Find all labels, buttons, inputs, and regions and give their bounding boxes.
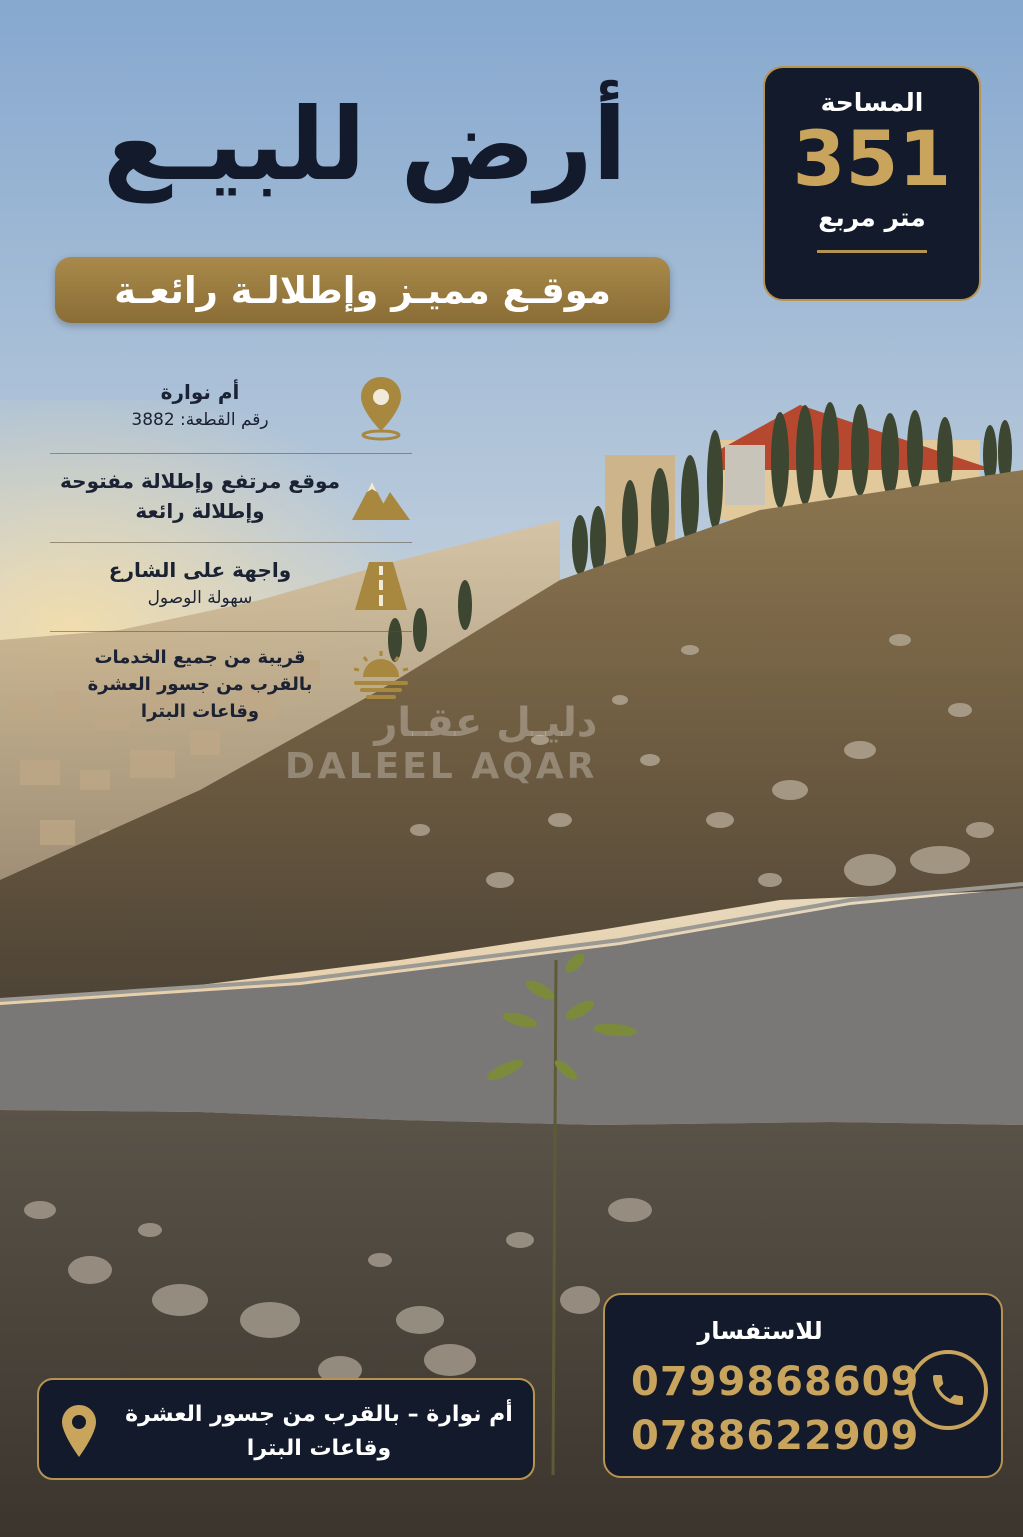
feature-sub-text: رقم القطعة: 3882 — [131, 410, 269, 430]
phone-icon[interactable] — [908, 1350, 988, 1430]
location-box — [37, 1378, 535, 1480]
subtitle-banner — [55, 257, 670, 323]
feature-sub-text: سهولة الوصول — [147, 588, 253, 608]
subtitle-text: موقـع مميـز وإطلالـة رائعـة — [114, 268, 611, 312]
location-pin-icon — [350, 377, 412, 439]
mountain-icon — [350, 466, 412, 528]
feature-main-text: موقع مرتفع وإطلالة مفتوحة — [60, 469, 340, 493]
road-icon — [350, 555, 412, 617]
area-card — [763, 66, 981, 301]
feature-line-2: بالقرب من جسور العشرة — [87, 674, 313, 695]
feature-main-text: أم نوارة — [160, 380, 240, 404]
location-line-2: وقاعات البترا — [246, 1436, 392, 1462]
feature-line-1: قريبة من جميع الخدمات — [94, 647, 306, 668]
sunrise-icon — [350, 644, 412, 706]
phone-number-2[interactable]: 0788622909 — [631, 1413, 920, 1459]
contact-label: للاستفسار — [697, 1317, 823, 1345]
area-value: 351 — [792, 114, 952, 203]
contact-card — [603, 1293, 1003, 1478]
phone-number-1[interactable]: 0799868609 — [631, 1359, 920, 1405]
watermark-latin: DALEEL AQAR — [285, 746, 598, 787]
poster-title: أرض للبيـع — [103, 86, 627, 203]
feature-road — [50, 543, 412, 631]
location-pin-icon — [61, 1404, 97, 1462]
location-line-1: أم نوارة – بالقرب من جسور العشرة — [125, 1402, 513, 1427]
feature-location — [50, 365, 412, 453]
features-list — [50, 365, 412, 739]
feature-main-text: واجهة على الشارع — [108, 558, 292, 582]
watermark-arabic: دليـل عقـار — [374, 700, 598, 746]
area-unit: متر مربع — [818, 202, 926, 232]
feature-elevation — [50, 454, 412, 542]
feature-line-3: وقاعات البترا — [140, 701, 260, 722]
feature-sub-text: وإطلالة رائعة — [135, 499, 265, 523]
area-label: المساحة — [820, 88, 924, 117]
watermark — [285, 700, 597, 787]
area-divider — [817, 250, 927, 253]
